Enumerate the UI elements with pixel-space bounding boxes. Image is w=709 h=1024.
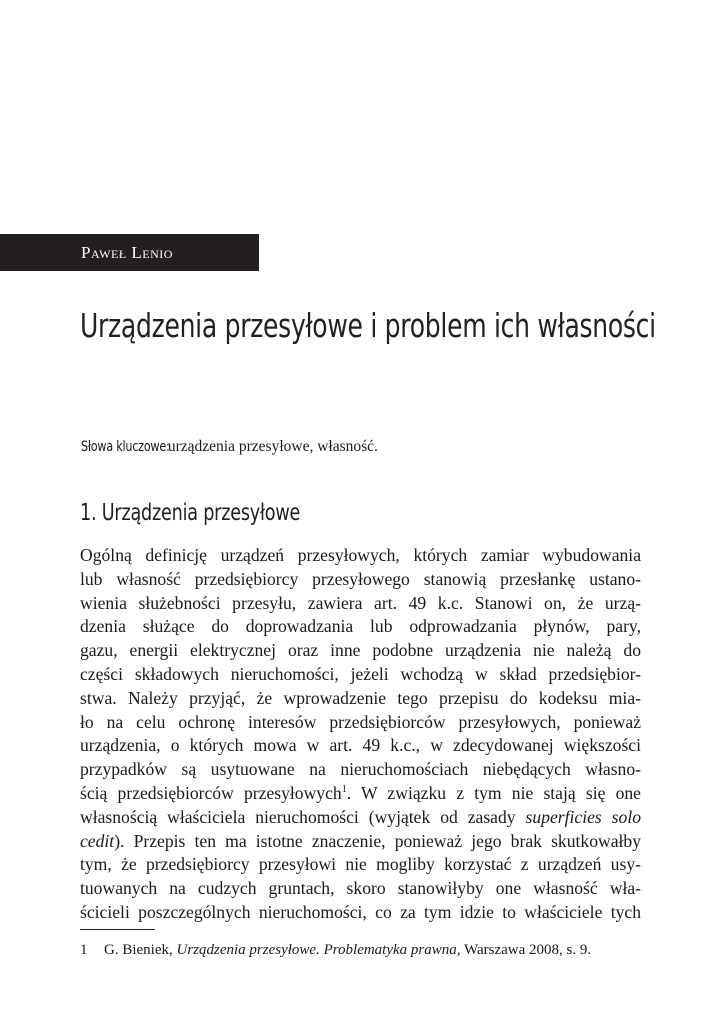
footnote-number: 1: [80, 942, 88, 958]
text-line: lub własność przedsiębiorcy przesyłowego stanowią przesłankę ustano-: [80, 568, 641, 589]
footnote-author: G. Bieniek,: [104, 942, 177, 958]
footnote-divider: [80, 929, 155, 930]
footnote-rest: Warszawa 2008, s. 9.: [460, 942, 592, 958]
text-line: przypadków są usytuowane na nieruchomościach niebędących własno-: [80, 759, 641, 780]
text-segment: . W związku z tym nie stają się one: [346, 782, 641, 803]
author-banner: [0, 234, 259, 271]
footnote: [80, 942, 591, 959]
text-line: ło na celu ochronę interesów przedsiębiorców przesyłowych, ponieważ: [80, 711, 641, 732]
text-line: tym, że przedsiębiorcy przesyłowi nie mogliby korzystać z urządzeń usy-: [80, 854, 641, 875]
text-line: Ogólną definicję urządzeń przesyłowych, których zamiar wybudowania: [80, 545, 641, 565]
article-title: Urządzenia przesyłowe i problem ich własności: [80, 306, 656, 345]
text-line: urządzenia, o których mowa w art. 49 k.c., w zdecydowanej większości: [80, 735, 641, 756]
footnote-ref: 1: [341, 784, 347, 796]
text-segment: własnością właściciela nieruchomości (wyjątek od zasady: [80, 806, 526, 827]
text-line: wienia służebności przesyłu, zawiera art. 49 k.c. Stanowi on, że urzą-: [80, 592, 641, 613]
text-line: [80, 830, 641, 854]
text-line: tuowanych na cudzych gruntach, skoro stanowiłyby one własność wła-: [80, 878, 641, 899]
body-paragraph: [80, 544, 641, 925]
text-line: gazu, energii elektrycznej oraz inne podobne urządzenia nie należą do: [80, 640, 641, 661]
latin-phrase: cedit: [80, 830, 115, 851]
text-line: części składowych nieruchomości, jeżeli wchodzą w skład przedsiębior-: [80, 663, 641, 684]
text-segment: ). Przepis ten ma istotne znaczenie, ponieważ jego brak skutkowałby: [114, 830, 641, 851]
keywords-text: urządzenia przesyłowe, własność.: [167, 438, 378, 455]
footnote-work: Urządzenia przesyłowe. Problematyka prawna,: [176, 942, 461, 958]
keywords: [81, 438, 378, 456]
text-line: stwa. Należy przyjąć, że wprowadzenie tego przepisu do kodeksu mia-: [80, 687, 641, 708]
keywords-label: Słowa kluczowe:: [81, 439, 170, 455]
text-line: [80, 782, 641, 806]
text-line: [80, 806, 641, 830]
text-line: ścicieli poszczególnych nieruchomości, co za tym idzie to właściciele tych: [80, 901, 641, 922]
text-segment: ścią przedsiębiorców przesyłowych: [80, 782, 342, 803]
text-line: dzenia służące do doprowadzania lub odprowadzania płynów, pary,: [80, 616, 641, 637]
author-name: Paweł Lenio: [81, 243, 173, 262]
latin-phrase: superficies solo: [525, 806, 641, 827]
section-heading: 1. Urządzenia przesyłowe: [80, 498, 301, 526]
